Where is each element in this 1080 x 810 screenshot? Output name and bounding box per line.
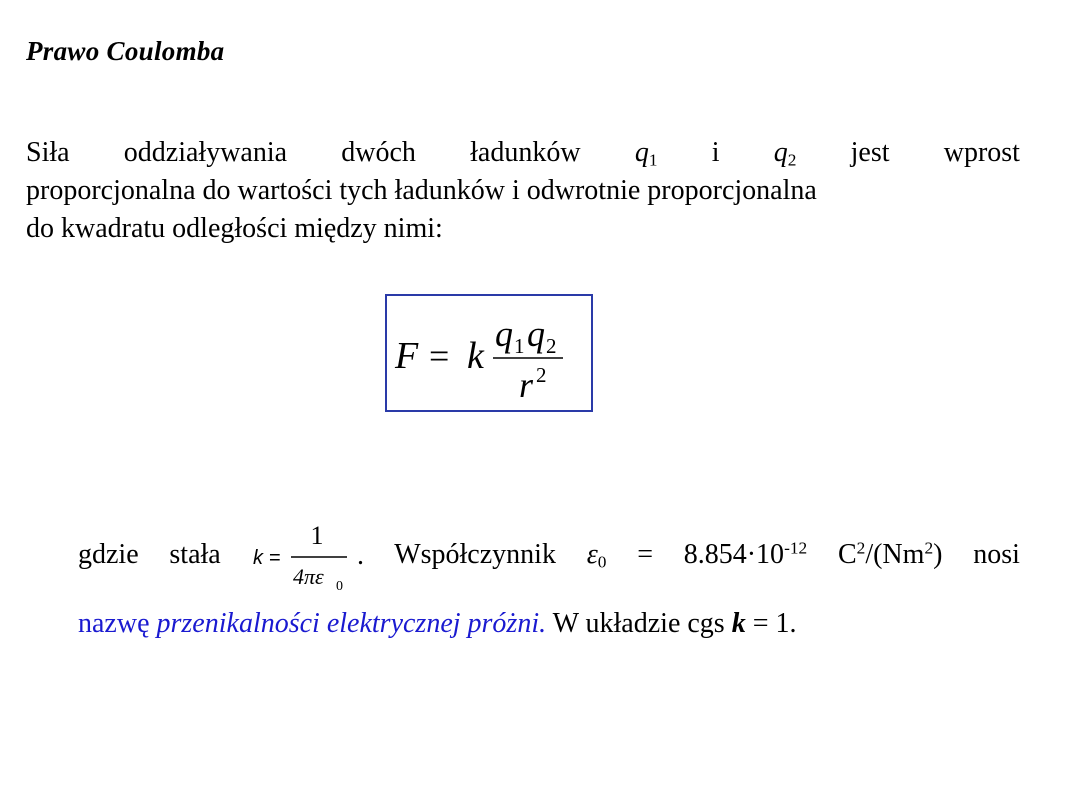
formula-den-exp: 2 — [536, 363, 547, 387]
word: jest — [850, 137, 890, 168]
value-mantissa: 8.854·10 — [683, 539, 785, 570]
k-fraction — [251, 514, 363, 596]
formula-num-q1: q — [495, 314, 513, 354]
coulomb-formula — [387, 296, 591, 410]
formula-num-sub2: 2 — [546, 334, 557, 358]
formula-equals: = — [429, 336, 450, 376]
charge-q2 — [774, 134, 797, 172]
unit-c-exp: 2 — [856, 538, 866, 558]
q2-symbol: q — [773, 137, 788, 168]
formula-num-q2: q — [527, 314, 545, 354]
description-line-3: do kwadratu odległości między nimi: — [26, 213, 443, 244]
k-denominator: 4πε — [293, 564, 325, 589]
q1-subscript: 1 — [648, 150, 658, 170]
epsilon-subscript: 0 — [597, 552, 607, 572]
description-line-2: proporcjonalna do wartości tych ładunków i odwrotnie proporcjonalna — [26, 175, 817, 206]
permittivity-unit — [838, 535, 943, 575]
word: wprost — [943, 137, 1020, 168]
word: oddziaływania — [123, 137, 288, 168]
word: dwóch — [341, 137, 416, 168]
definition-line-1 — [78, 514, 1020, 596]
epsilon-symbol — [587, 535, 607, 575]
cgs-value: = 1. — [752, 608, 797, 639]
word: ładunków — [470, 137, 581, 168]
word-nazwe: nazwę — [78, 608, 150, 639]
formula-den-r: r — [519, 365, 534, 405]
formula-F: F — [395, 335, 419, 377]
unit-mid: /(Nm — [865, 539, 925, 570]
permittivity-value — [684, 535, 807, 575]
unit-close: ) — [933, 539, 943, 570]
unit-c: C — [837, 539, 857, 570]
coulomb-formula-box — [385, 294, 593, 412]
word: gdzie — [78, 539, 139, 570]
cgs-text: W układzie cgs — [552, 608, 725, 639]
k-period: . — [357, 540, 365, 571]
word: nosi — [973, 539, 1020, 570]
word: Siła — [26, 137, 70, 168]
q1-symbol: q — [634, 137, 649, 168]
formula-num-sub1: 1 — [514, 334, 525, 358]
word: Współczynnik — [394, 539, 556, 570]
k-equals: = — [269, 547, 282, 569]
k-denominator-sub: 0 — [336, 579, 344, 594]
permittivity-term: przenikalności elektrycznej próżni. — [156, 608, 547, 639]
cgs-k: k — [731, 608, 746, 639]
constant-definition — [78, 514, 1020, 644]
k-definition — [251, 514, 363, 596]
unit-m-exp: 2 — [924, 538, 934, 558]
definition-line-2 — [78, 604, 1020, 644]
value-exponent: -12 — [784, 538, 808, 558]
coulomb-description — [26, 134, 1020, 248]
epsilon: ε — [586, 539, 598, 570]
k-symbol: k — [253, 547, 264, 569]
q2-subscript: 2 — [787, 150, 797, 170]
description-line-1 — [26, 134, 1020, 172]
formula-k: k — [467, 335, 484, 377]
charge-q1 — [635, 134, 658, 172]
word: i — [711, 137, 720, 168]
k-numerator: 1 — [310, 521, 324, 550]
slide-title: Prawo Coulomba — [26, 36, 225, 66]
word: stała — [169, 539, 221, 570]
equals: = — [637, 539, 653, 570]
